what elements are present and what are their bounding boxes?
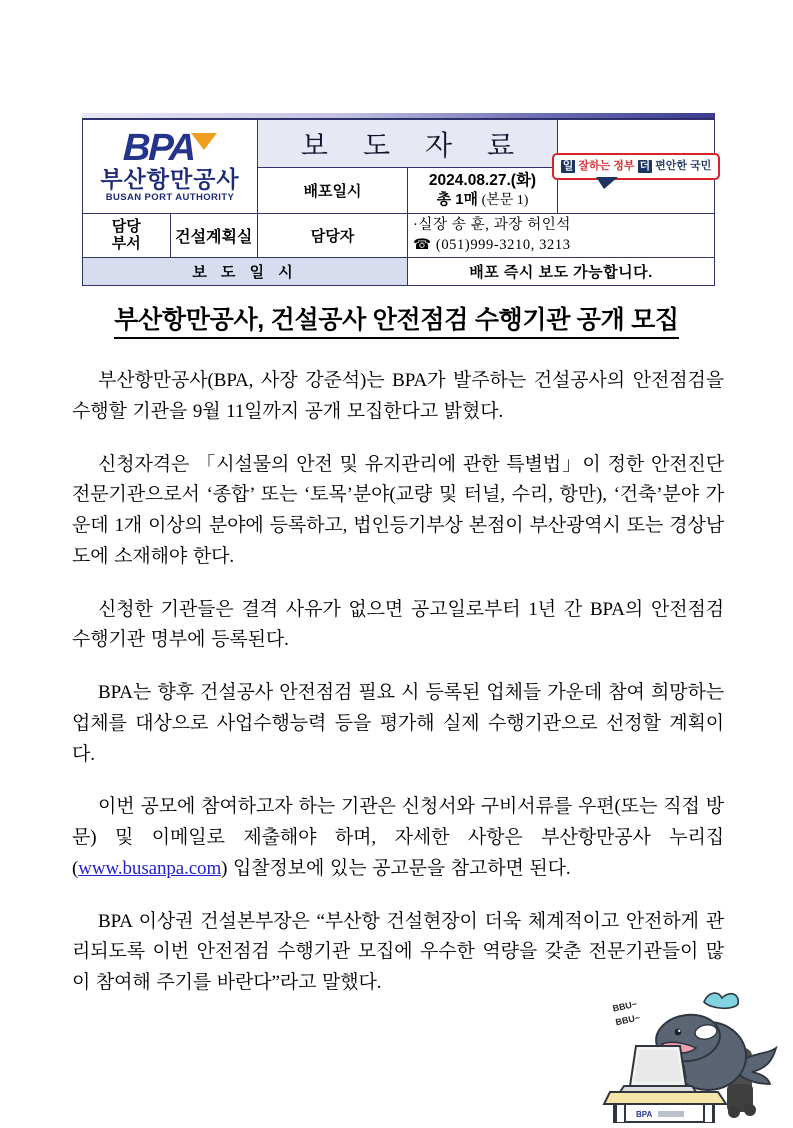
department-label-line1: 담당 [111, 217, 141, 235]
mascot-sound-line-1: BBU~ [611, 998, 638, 1014]
slogan-word-3: 정부 [613, 160, 635, 172]
body-paragraph: 부산항만공사(BPA, 사장 강준석)는 BPA가 발주하는 건설공사의 안전점검을 수행할 기관을 9월 11일까지 공개 모집한다고 밝혔다. [72, 370, 724, 422]
document-type-title: 보 도 자 료 [300, 130, 529, 162]
document-type-cell [258, 120, 558, 168]
press-release-header-table [82, 113, 715, 286]
paragraph-text-after-link: ) 입찰정보에 있는 공고문을 참고하면 된다. [221, 857, 571, 879]
contact-person-label: 담당자 [258, 214, 408, 258]
body-paragraph: BPA는 향후 건설공사 안전점검 필요 시 등록된 업체들 가운데 참여 희망하는 업체를 대상으로 사업수행능력 등을 평가해 실제 수행기관으로 선정할 계획이다. [72, 682, 724, 765]
release-date-value-cell [408, 168, 558, 214]
mascot-sound-effect-text [611, 998, 641, 1030]
body-paragraph: BPA 이상권 건설본부장은 “부산항 건설현장이 더욱 체계적이고 안전하게 관리되도록 이번 안전점검 수행기관 모집에 우수한 역량을 갖춘 전문기관들이 많이 참여해 주기를 바란다”라고 말했다. [72, 910, 724, 994]
bpa-english-name: BUSAN PORT AUTHORITY [105, 192, 235, 204]
embargo-value: 배포 즉시 보도 가능합니다. [408, 258, 715, 286]
embargo-label: 보 도 일 시 [83, 258, 408, 286]
department-label-line2: 부서 [111, 234, 141, 252]
contact-phone-row [413, 236, 714, 256]
contact-person-cell [408, 214, 715, 258]
contact-phone-numbers: (051)999-3210, 3213 [435, 236, 571, 253]
document-body [72, 366, 724, 1021]
busanpa-website-link[interactable]: www.busanpa.com [78, 857, 222, 879]
bpa-logo [83, 127, 257, 204]
slogan-word-6: 국민 [690, 160, 712, 172]
telephone-icon: ☎ [413, 236, 432, 253]
release-date-label: 배포일시 [258, 168, 408, 214]
bpa-korean-name: 부산항만공사 [100, 166, 240, 193]
department-value: 건설계획실 [170, 214, 258, 258]
government-slogan-badge [558, 121, 714, 213]
slogan-word-2: 잘하는 [578, 160, 611, 172]
government-slogan-cell [558, 120, 715, 214]
mascot-sound-line-2: BBU~ [614, 1011, 641, 1027]
whale-mascot-illustration [600, 988, 790, 1123]
department-label [83, 214, 171, 258]
page-title-text: 부산항만공사, 건설공사 안전점검 수행기관 공개 모집 [114, 306, 679, 339]
speech-bubble-icon [552, 153, 721, 180]
slogan-word-5: 편안한 [655, 160, 688, 172]
contact-names: ·실장 송 훈, 과장 허인석 [413, 217, 572, 233]
bpa-logo-cell [83, 120, 258, 214]
page-title [0, 300, 793, 336]
body-paragraph: 신청자격은 「시설물의 안전 및 유지관리에 관한 특별법」이 정한 안전진단 전문기관으로서 ‘종합’ 또는 ‘토목’분야(교량 및 터널, 수리, 항만), ‘건축’분야 가운데 1개 이상의 분야에 등록하고, 법인등기부상 본점이 부산광역시 또는 경상남도에 소재해야 한다. [72, 453, 724, 567]
paragraph-text-before-link: 이번 공모에 참여하고자 하는 기관은 신청서와 구비서류를 우편(또는 직접 방문) 및 이메일로 제출해야 하며, 자세한 사항은 부산항만공사 누리집( [72, 796, 724, 879]
bpa-logo-mark [122, 127, 216, 170]
body-paragraph-with-link [72, 792, 724, 884]
desk-bpa-label: BPA [636, 1110, 653, 1119]
page-count-row [408, 191, 557, 210]
bpa-acronym: BPA [122, 127, 196, 170]
page-count-note: (본문 1) [481, 192, 529, 208]
page-count-bold: 총 1매 [436, 190, 479, 208]
release-date-value: 2024.08.27.(화) [428, 172, 537, 190]
slogan-text [561, 160, 712, 173]
body-paragraph: 신청한 기관들은 결격 사유가 없으면 공고일로부터 1년 간 BPA의 안전점검 수행기관 명부에 등록된다. [72, 598, 724, 651]
slogan-word-1: 일 [562, 160, 574, 172]
slogan-word-4: 더 [639, 160, 651, 172]
